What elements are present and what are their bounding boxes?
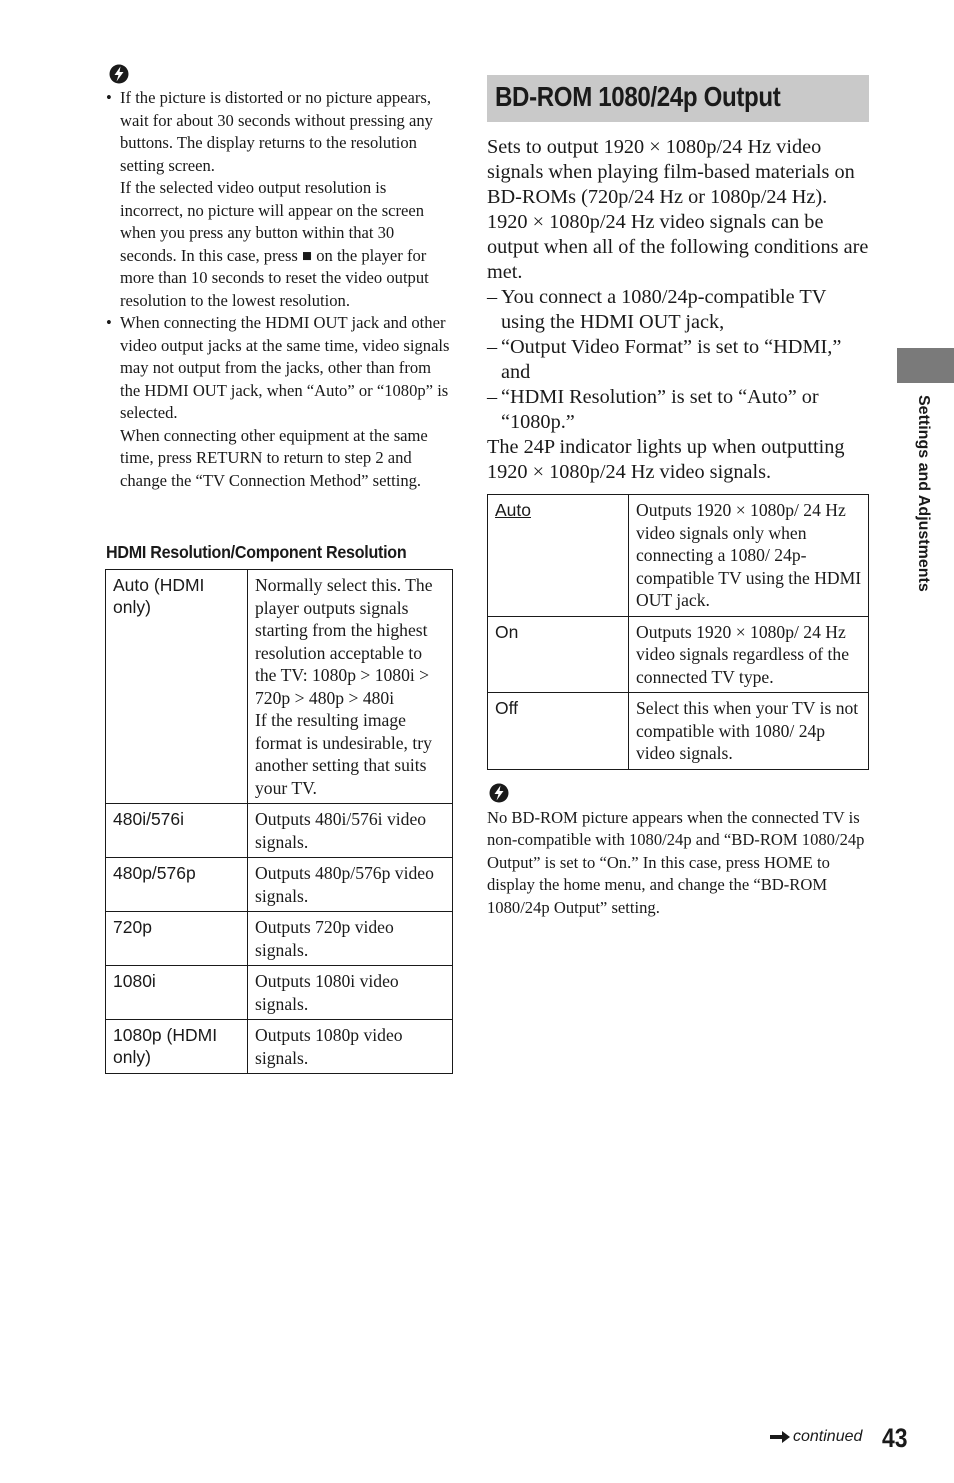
- condition-item: [487, 385, 869, 435]
- condition-text: “HDMI Resolution” is set to “Auto” or “1080p.”: [501, 386, 819, 433]
- condition-text: “Output Video Format” is set to “HDMI,” and: [501, 336, 842, 383]
- note-text: No BD-ROM picture appears when the connected TV is non-compatible with 1080/24p and “BD-ROM 1080/24p Output” is set to “On.” In this case, press HOME to display the home menu, and change the “BD-ROM 1080/24p Output” setting.: [487, 807, 865, 917]
- section-body: [487, 135, 869, 485]
- note-hint-icon: [488, 782, 510, 804]
- dash-marker: –: [487, 336, 498, 358]
- dash-marker: –: [487, 386, 498, 408]
- output-options-table: [487, 494, 869, 770]
- condition-item: [487, 335, 869, 385]
- table-row: [488, 616, 869, 693]
- resolution-options-table: [105, 569, 453, 1074]
- condition-text: You connect a 1080/24p-compatible TV using the HDMI OUT jack,: [501, 286, 827, 333]
- option-name: 1080p (HDMI only): [106, 1020, 248, 1074]
- option-description: Outputs 1080i video signals.: [248, 966, 453, 1020]
- hint-bullet-item: [105, 87, 451, 312]
- page-number: 43: [882, 1423, 908, 1453]
- option-description: Outputs 1920 × 1080p/ 24 Hz video signals only when connecting a 1080/ 24p-compatible TV using the HDMI OUT jack.: [629, 495, 869, 617]
- arrow-right-icon: [769, 1430, 791, 1444]
- table-row: [488, 495, 869, 617]
- continued-indicator: [769, 1428, 862, 1446]
- table-row: [106, 966, 453, 1020]
- intro-paragraph: Sets to output 1920 × 1080p/24 Hz video signals when playing film-based materials on BD-ROMs (720p/24 Hz or 1080p/24 Hz).: [487, 136, 855, 208]
- default-option-label: Auto: [495, 500, 531, 520]
- option-name: 480i/576i: [106, 804, 248, 858]
- resolution-subheading: HDMI Resolution/Component Resolution: [106, 542, 407, 562]
- section-heading-text: BD-ROM 1080/24p Output: [495, 81, 781, 112]
- table-row: [106, 912, 453, 966]
- option-description: Outputs 1080p video signals.: [248, 1020, 453, 1074]
- option-name: 720p: [106, 912, 248, 966]
- table-row: [106, 1020, 453, 1074]
- option-name: 1080i: [106, 966, 248, 1020]
- dash-marker: –: [487, 286, 498, 308]
- option-description: [248, 570, 453, 804]
- hint-bullet-list: [105, 87, 451, 492]
- option-name: Auto (HDMI only): [106, 570, 248, 804]
- table-row: [106, 804, 453, 858]
- section-heading: [487, 75, 869, 122]
- outro-paragraph: The 24P indicator lights up when outputting 1920 × 1080p/24 Hz video signals.: [487, 436, 845, 483]
- hint-bullet-item: [105, 312, 451, 492]
- hint-paragraph: When connecting other equipment at the same time, press RETURN to return to step 2 and change the “TV Connection Method” setting.: [120, 425, 428, 490]
- option-name: On: [488, 616, 629, 693]
- section-tab-marker: [897, 348, 954, 383]
- option-description: Select this when your TV is not compatible with 1080/ 24p video signals.: [629, 693, 869, 770]
- table-row: [488, 693, 869, 770]
- option-name: [488, 495, 629, 617]
- condition-item: [487, 285, 869, 335]
- option-description: Outputs 720p video signals.: [248, 912, 453, 966]
- option-name: 480p/576p: [106, 858, 248, 912]
- option-description-line: Normally select this. The player outputs signals starting from the highest resolution acceptable to the TV: 1080p > 1080i > 720p > 480p > 480i: [255, 575, 433, 708]
- note-hint-icon: [108, 63, 130, 85]
- section-tab-label: Settings and Adjustments: [915, 395, 932, 592]
- option-description: Outputs 480p/576p video signals.: [248, 858, 453, 912]
- bullet-marker: •: [106, 88, 112, 107]
- table-row: [106, 858, 453, 912]
- hint-paragraph: When connecting the HDMI OUT jack and other video output jacks at the same time, video signals may not output from the jacks, other than from the HDMI OUT jack, when “Auto” or “1080p” is selected.: [120, 313, 450, 422]
- bullet-marker: •: [106, 313, 112, 332]
- option-description: Outputs 480i/576i video signals.: [248, 804, 453, 858]
- hint-paragraph: If the selected video output resolution is incorrect, no picture will appear on the screen when you press any button within that 30 seconds. In this case, press ■ on the player for more than 10 seconds to reset the video output resolution to the lowest resolution.: [120, 178, 429, 310]
- hint-paragraph: If the picture is distorted or no picture appears, wait for about 30 seconds without pressing any buttons. The display returns to the resolution setting screen.: [120, 88, 433, 175]
- option-description: Outputs 1920 × 1080p/ 24 Hz video signals regardless of the connected TV type.: [629, 616, 869, 693]
- intro-paragraph: 1920 × 1080p/24 Hz video signals can be output when all of the following conditions are met.: [487, 211, 869, 283]
- continued-text: continued: [793, 1428, 863, 1445]
- option-description-line: If the resulting image format is undesirable, try another setting that suits your TV.: [255, 710, 432, 798]
- right-column: [487, 75, 869, 919]
- option-name: Off: [488, 693, 629, 770]
- table-row: [106, 570, 453, 804]
